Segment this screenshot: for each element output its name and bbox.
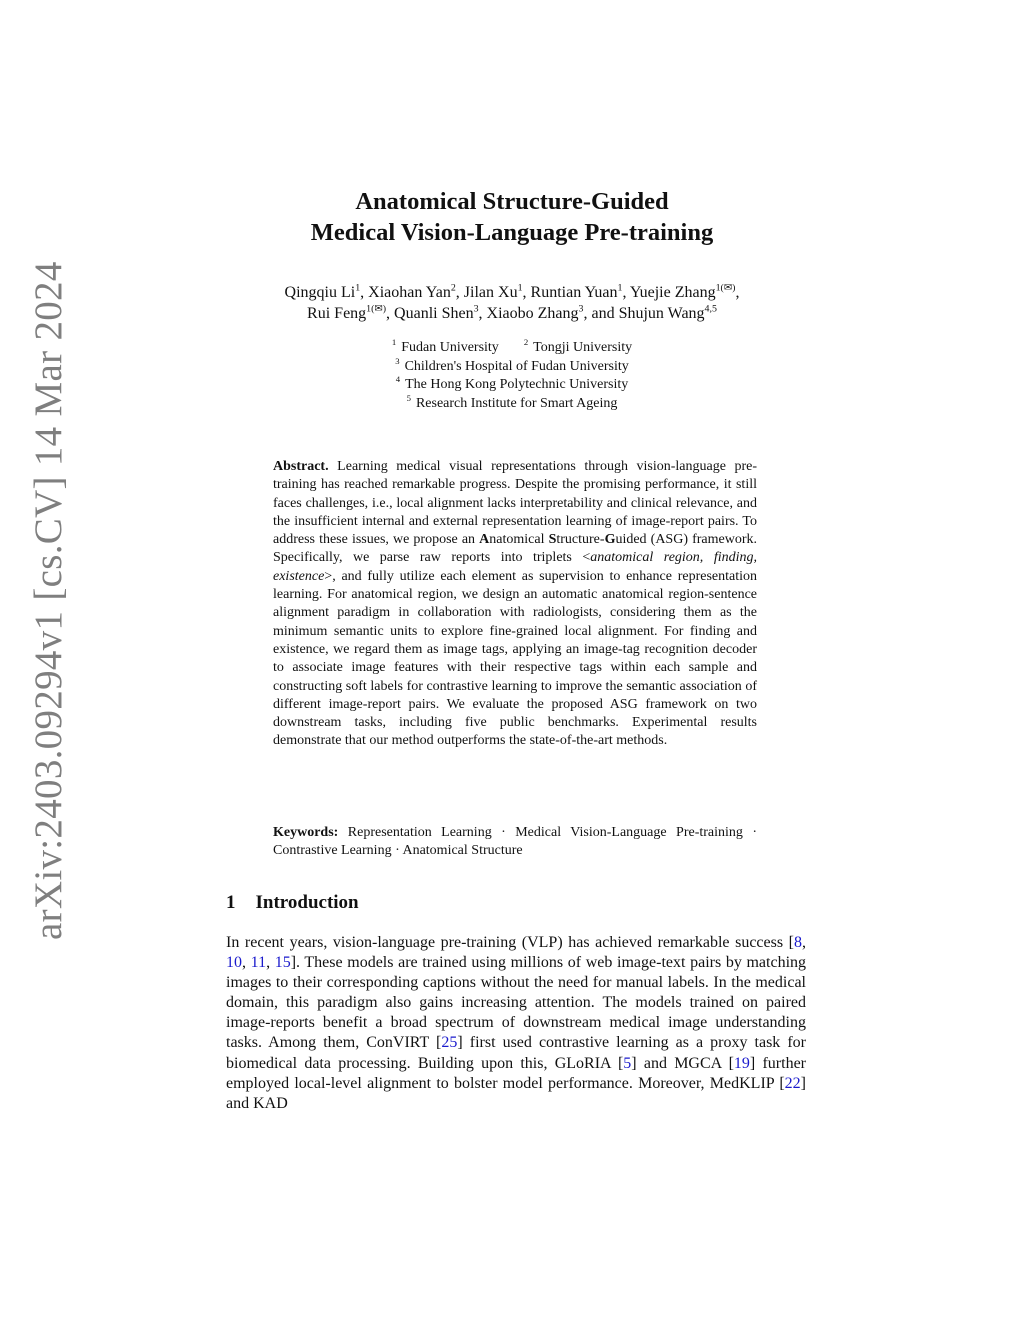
section-heading — [226, 892, 359, 914]
author-sep: , — [455, 284, 464, 301]
affiliation-number: 4 — [395, 374, 401, 385]
keywords-label: Keywords: — [273, 825, 339, 840]
body-text: ] and KAD — [226, 1074, 806, 1112]
author-sep: , — [360, 284, 369, 301]
affiliation-name: Tongji University — [533, 340, 633, 355]
arxiv-identifier: arXiv:2403.09294v1 [cs.CV] 14 Mar 2024 — [27, 261, 70, 940]
abstract — [273, 458, 757, 751]
body-text: ] further employed local-level alignment to bolster model performance. Moreover, MedKLIP [ — [226, 1054, 807, 1092]
body-text: ] and MGCA [ — [631, 1054, 734, 1072]
affiliation-line-3 — [0, 376, 1024, 395]
paper-title — [0, 186, 1024, 248]
keywords — [273, 824, 757, 861]
author-affil: 1(✉) — [366, 303, 387, 315]
author-line-2 — [0, 303, 1024, 324]
author-sep: , — [583, 305, 592, 322]
abstract-label: Abstract. — [273, 459, 329, 474]
author-sep: , — [478, 305, 487, 322]
affiliation-name: The Hong Kong Polytechnic University — [405, 377, 629, 392]
title-line-2: Medical Vision-Language Pre-training — [310, 219, 714, 246]
author-sep: , — [522, 284, 531, 301]
affiliation-name: Research Institute for Smart Ageing — [415, 395, 618, 411]
abstract-text: >, and fully utilize each element as supervision to enhance representation learning. For anatomical region, we design an automatic anatomical region-sentence alignment paradigm in collaboration with radiologists, considering them as the minimum semantic units to explore fine-grained local alignment. For finding and existence, we regard them as image tags, applying an image-tag recognition decoder to associate image features with their respective tags within each sample and constructing soft labels for contrastive learning to improve the semantic association of different image-report pairs. We evaluate the proposed ASG framework on two downstream tasks, including five public benchmarks. Experimental results demonstrate that our method outperforms the state-of-the-art methods. — [273, 568, 757, 749]
author-sep: , — [386, 305, 395, 322]
affiliation-number: 3 — [395, 355, 400, 366]
author-affil: 3 — [473, 303, 479, 315]
section-number: 1 — [226, 892, 236, 913]
body-text: , — [266, 954, 275, 972]
citation-link[interactable]: 19 — [733, 1054, 750, 1072]
affiliation-list — [0, 339, 1024, 413]
introduction-paragraph — [226, 933, 806, 1114]
citation-link[interactable]: 11 — [250, 954, 267, 972]
section-title: Introduction — [255, 892, 359, 913]
abstract-text: uided (ASG) framework. Specifically, we parse raw reports into triplets < — [273, 532, 757, 566]
citation-link[interactable]: 10 — [226, 954, 242, 972]
citation-link[interactable]: 22 — [784, 1074, 801, 1092]
keywords-text: Representation Learning · Medical Vision-Language Pre-training · Contrastive Learning · Anatomical Structure — [273, 825, 758, 859]
abstract-text: Learning medical visual representations through vision-language pre-training has reached remarkable progress. Despite the promising performance, it still faces challenges, i.e., local alignment lacks interpretability and clinical relevance, and the insufficient internal and external representation learning of image-report pairs. To address these issues, we propose an — [273, 459, 758, 548]
citation-link[interactable]: 5 — [623, 1054, 632, 1072]
author-sep: , — [735, 284, 740, 301]
body-text: , — [242, 954, 251, 972]
author-name: Yuejie Zhang — [629, 284, 716, 301]
author-name: Xiaobo Zhang — [486, 305, 579, 322]
affiliation-name: Fudan University — [401, 340, 499, 355]
author-affil: 1(✉) — [715, 282, 736, 294]
author-affil: 3 — [578, 303, 584, 315]
affiliation-name: Children's Hospital of Fudan University — [404, 358, 629, 374]
affiliation-number: 1 — [391, 337, 397, 348]
author-affil: 1 — [355, 282, 361, 294]
author-sep: , — [622, 284, 630, 301]
acronym-letter: A — [479, 532, 490, 548]
abstract-text: natomical — [489, 532, 549, 548]
triplet-text: anatomical region, finding, existence — [273, 550, 757, 584]
author-name: Xiaohan Yan — [368, 284, 451, 301]
body-text: In recent years, vision-language pre-training (VLP) has achieved remarkable success [ — [226, 934, 794, 951]
author-list — [0, 282, 1024, 324]
author-affil: 1 — [617, 282, 623, 294]
acronym-letter: G — [604, 532, 616, 548]
author-name: Jilan Xu — [463, 284, 518, 301]
author-affil: 2 — [450, 282, 456, 294]
author-name: and Shujun Wang — [591, 305, 705, 322]
title-line-1: Anatomical Structure-Guided — [355, 188, 669, 215]
author-name: Qingqiu Li — [284, 284, 356, 301]
author-name: Quanli Shen — [394, 305, 474, 322]
citation-link[interactable]: 15 — [274, 954, 291, 972]
author-line-1 — [0, 282, 1024, 303]
affiliation-number: 5 — [406, 392, 411, 403]
author-affil: 4,5 — [704, 303, 717, 315]
affiliation-line-1 — [0, 339, 1024, 358]
citation-link[interactable]: 25 — [441, 1034, 458, 1052]
affiliation-number: 2 — [523, 337, 529, 348]
abstract-text: tructure- — [556, 532, 605, 548]
citation-link[interactable]: 8 — [794, 934, 802, 951]
author-name: Rui Feng — [307, 305, 367, 322]
acronym-letter: S — [548, 532, 557, 548]
author-name: Runtian Yuan — [530, 284, 618, 301]
body-text: ]. These models are trained using millions of web image-text pairs by matching images to their corresponding captions without the need for manual labels. In the medical domain, this paradigm also gains increasing attention. The models trained on paired image-reports benefit a broad spectrum of downstream medical image understanding tasks. Among them, ConVIRT [ — [226, 954, 807, 1052]
body-text: ] first used contrastive learning as a proxy task for biomedical data processing. Building upon this, GLoRIA [ — [226, 1034, 807, 1072]
body-text: , — [802, 934, 806, 951]
author-affil: 1 — [517, 282, 523, 294]
affiliation-line-4 — [0, 392, 1024, 414]
affiliation-line-2 — [0, 355, 1024, 377]
